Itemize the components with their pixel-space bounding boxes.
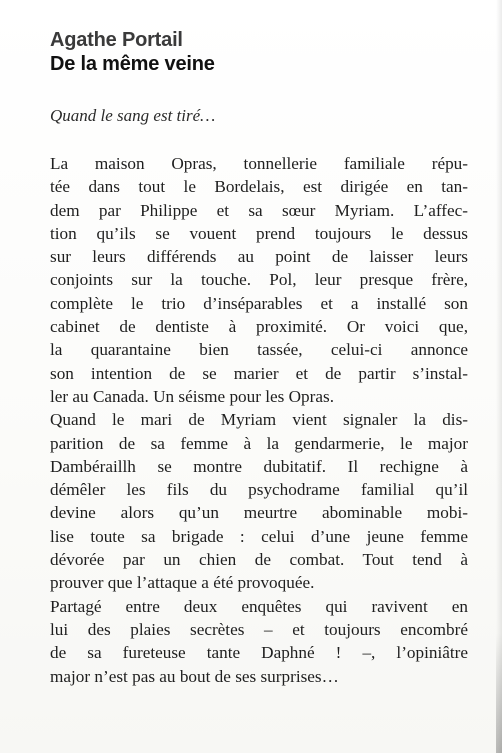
blurb-line: dévorée par un chien de combat. Tout tend à — [50, 550, 468, 570]
blurb-line: son intention de se marier et de partir s’instal- — [50, 363, 468, 383]
blurb-line: démêler les fils du psychodrame familial qu’il — [50, 480, 468, 500]
book-title: De la même veine — [50, 53, 215, 75]
blurb-line: Quand le mari de Myriam vient signaler la dis- — [50, 410, 468, 430]
blurb-line: de sa fureteuse tante Daphné ! –, l’opiniâtre — [50, 643, 468, 663]
blurb-line: tée dans tout le Bordelais, est dirigée en tan- — [50, 177, 468, 197]
blurb-line: prouver que l’attaque a été provoquée. — [50, 573, 315, 593]
blurb-line: tion qu’ils se vouent prend toujours le dessus — [50, 223, 468, 243]
blurb-line: sur leurs différends au point de laisser leurs — [50, 247, 468, 267]
page-edge-mark — [496, 633, 502, 753]
blurb-line: dem par Philippe et sa sœur Myriam. L’affec- — [50, 200, 468, 220]
blurb-line: complète le trio d’inséparables et a installé son — [50, 293, 468, 313]
blurb-line: la quarantaine bien tassée, celui-ci annonce — [50, 340, 468, 360]
blurb-line: ler au Canada. Un séisme pour les Opras. — [50, 386, 334, 406]
blurb-line: Partagé entre deux enquêtes qui ravivent en — [50, 596, 468, 616]
blurb-line: parition de sa femme à la gendarmerie, le major — [50, 433, 468, 453]
blurb-line: conjoints sur la touche. Pol, leur presque frère, — [50, 270, 468, 290]
blurb-line: cabinet de dentiste à proximité. Or voici que, — [50, 317, 468, 337]
tagline: Quand le sang est tiré… — [50, 106, 216, 125]
blurb-line: lui des plaies secrètes – et toujours encombré — [50, 619, 468, 639]
blurb-line: Dambéraillh se montre dubitatif. Il rechigne à — [50, 456, 468, 476]
blurb-line: La maison Opras, tonnellerie familiale répu- — [50, 154, 468, 173]
blurb-line: devine alors qu’un meurtre abominable mobi- — [50, 503, 468, 523]
blurb-line: major n’est pas au bout de ses surprises… — [50, 666, 339, 686]
blurb-line: lise toute sa brigade : celui d’une jeune femme — [50, 526, 468, 546]
author-name: Agathe Portail — [50, 29, 183, 51]
blurb-text — [50, 152, 468, 688]
